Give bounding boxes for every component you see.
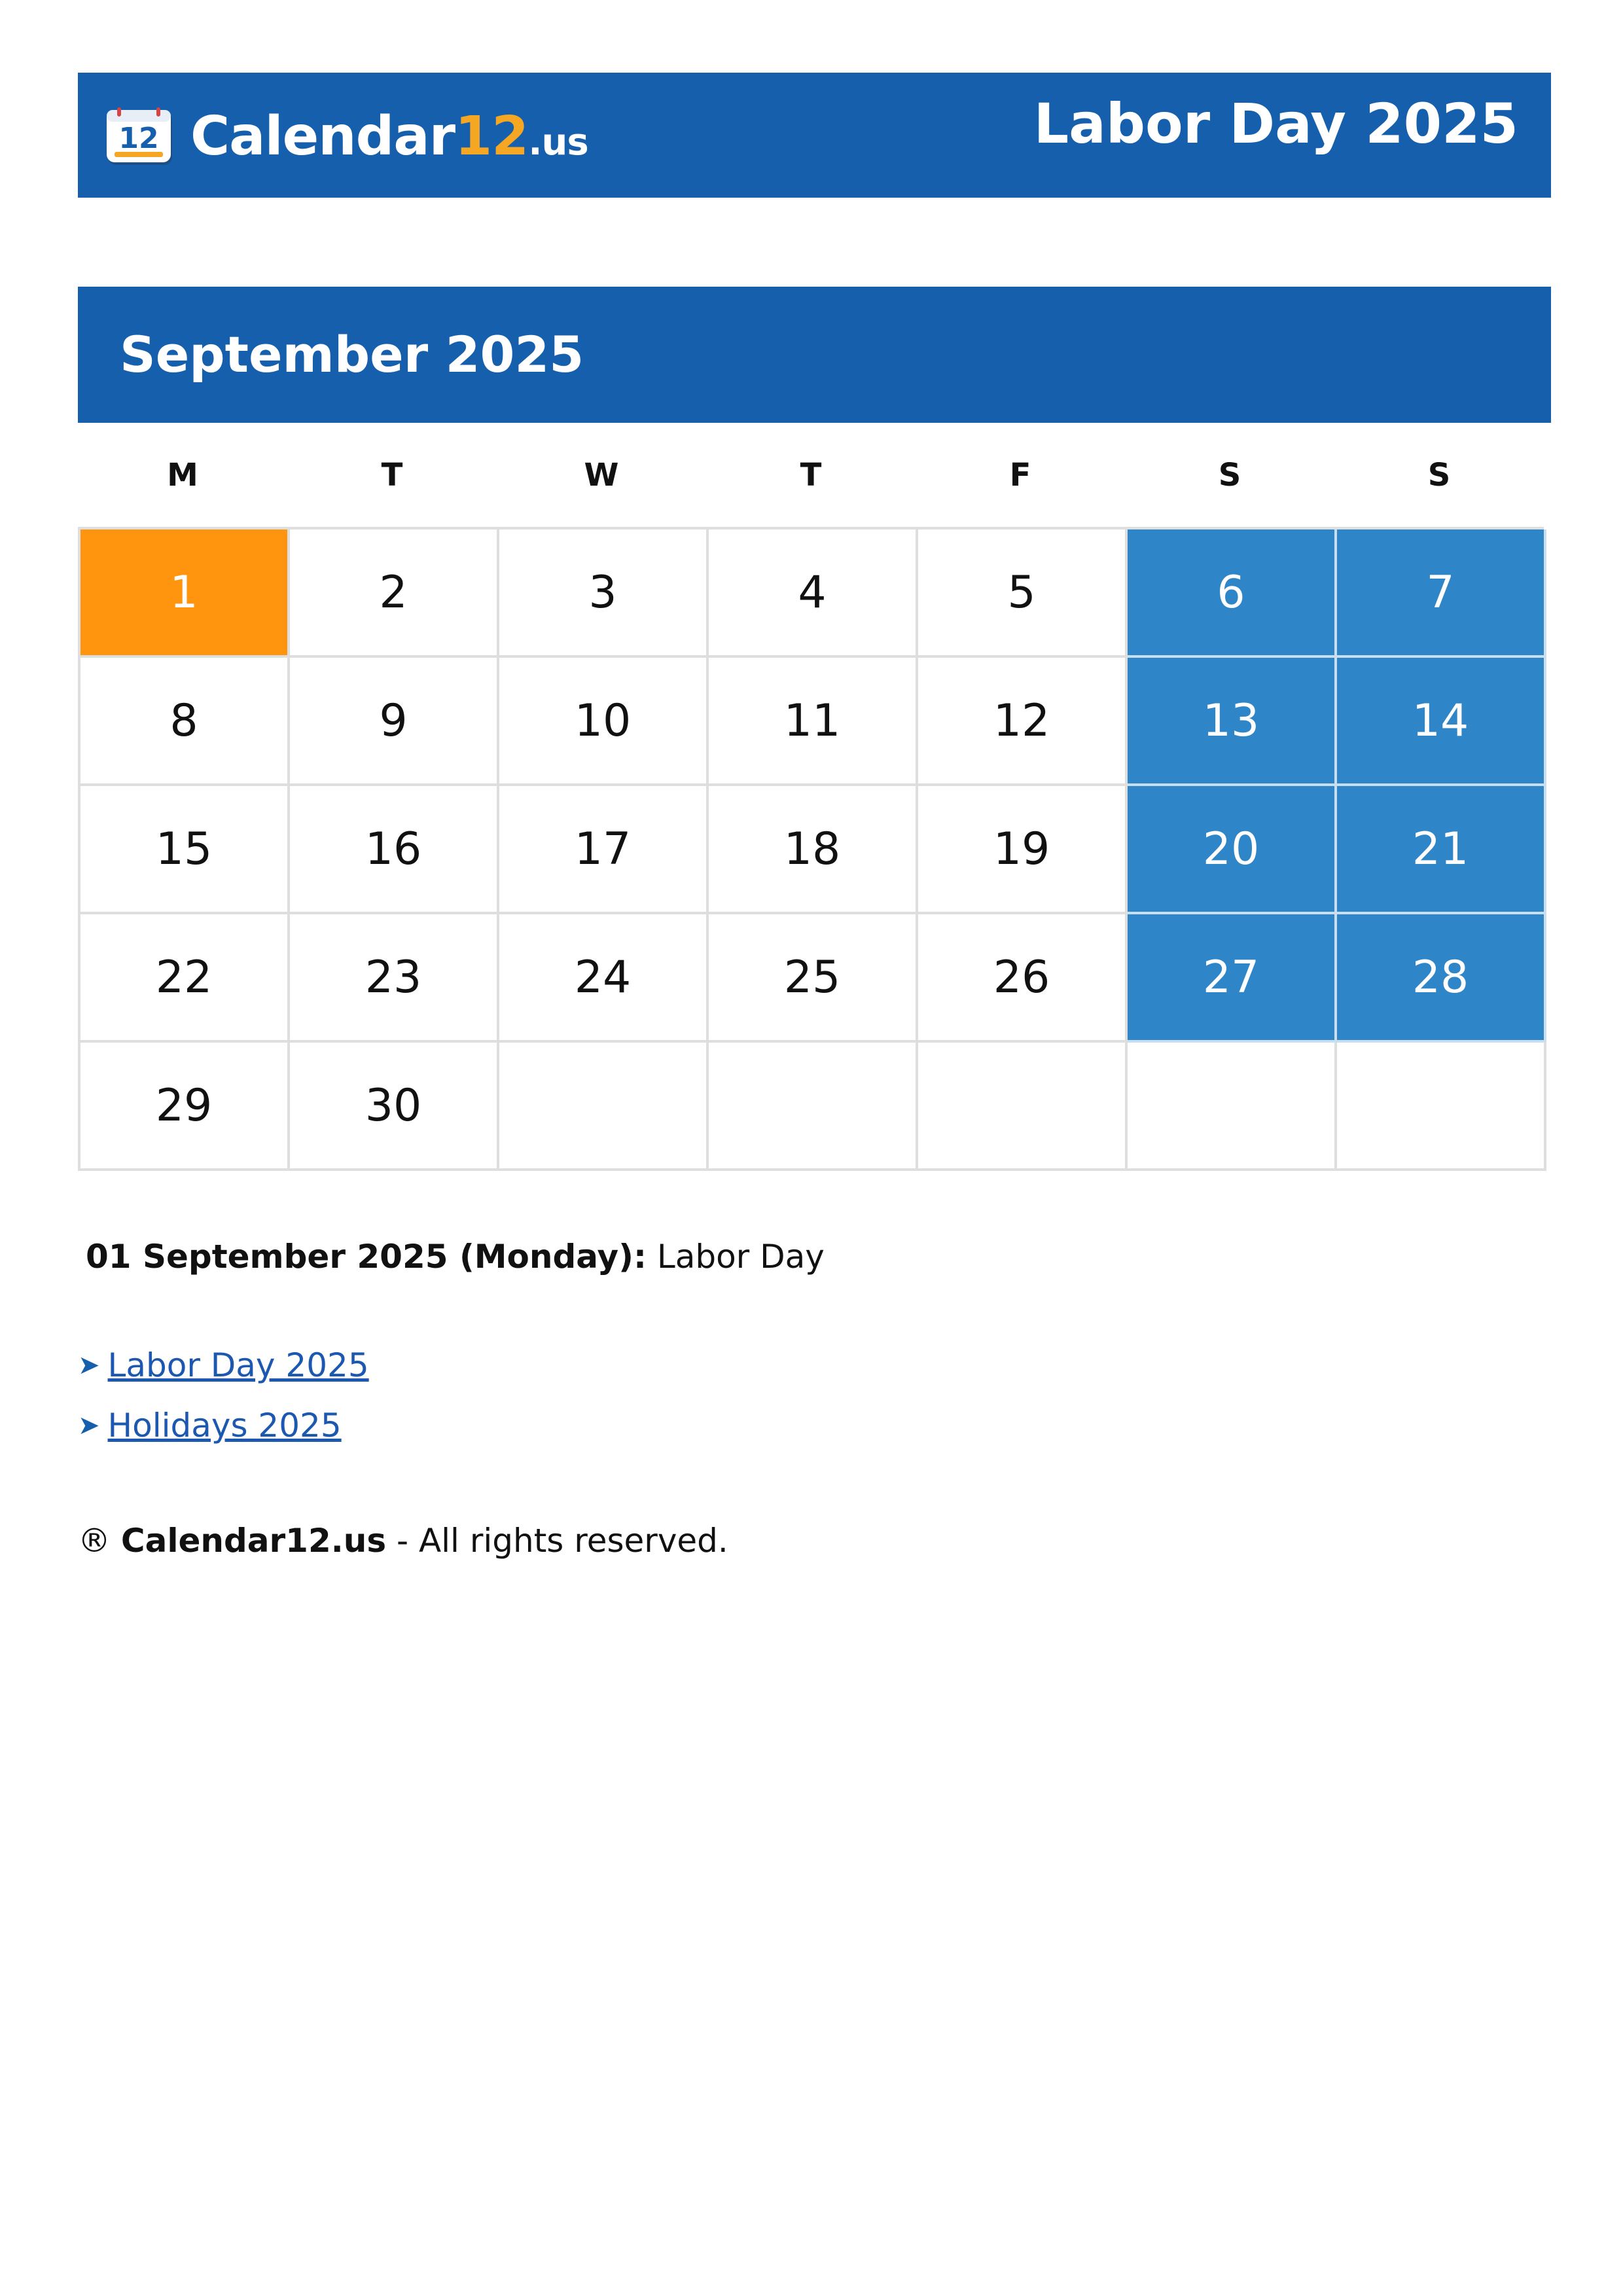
- month-title: September 2025: [120, 325, 584, 384]
- day-cell[interactable]: 28: [1337, 914, 1546, 1043]
- month-header: [78, 287, 1551, 423]
- arrow-right-icon: ➤: [78, 1410, 100, 1441]
- day-cell[interactable]: 10: [499, 658, 709, 786]
- calendar-grid: [78, 527, 1544, 1171]
- day-cell[interactable]: 18: [709, 786, 918, 914]
- weekday-label: T: [800, 457, 822, 493]
- logo-wordmark: [190, 105, 588, 168]
- empty-day-cell: [1128, 1043, 1337, 1171]
- day-cell[interactable]: 5: [918, 529, 1128, 658]
- site-logo[interactable]: [105, 105, 588, 168]
- day-cell[interactable]: 22: [80, 914, 290, 1043]
- day-cell[interactable]: 14: [1337, 658, 1546, 786]
- link-labor-day-2025[interactable]: Labor Day 2025: [107, 1346, 369, 1384]
- weekday-label: S: [1427, 457, 1451, 493]
- page-title: Labor Day 2025: [1033, 92, 1518, 156]
- day-cell[interactable]: 24: [499, 914, 709, 1043]
- footer-rights: - All rights reserved.: [386, 1522, 728, 1560]
- day-cell[interactable]: 19: [918, 786, 1128, 914]
- holiday-name: Labor Day: [656, 1238, 825, 1276]
- day-cell[interactable]: 15: [80, 786, 290, 914]
- empty-day-cell: [499, 1043, 709, 1171]
- day-cell[interactable]: 2: [290, 529, 499, 658]
- day-cell[interactable]: 16: [290, 786, 499, 914]
- day-cell[interactable]: 11: [709, 658, 918, 786]
- day-cell[interactable]: 4: [709, 529, 918, 658]
- link-item: [78, 1395, 369, 1456]
- weekday-label: M: [167, 457, 198, 493]
- day-cell[interactable]: 7: [1337, 529, 1546, 658]
- day-cell[interactable]: 3: [499, 529, 709, 658]
- empty-day-cell: [918, 1043, 1128, 1171]
- footer-brand: Calendar12.us: [120, 1522, 387, 1560]
- day-cell[interactable]: 26: [918, 914, 1128, 1043]
- link-holidays-2025[interactable]: Holidays 2025: [107, 1407, 342, 1444]
- day-cell[interactable]: 30: [290, 1043, 499, 1171]
- day-cell[interactable]: 25: [709, 914, 918, 1043]
- day-cell[interactable]: 23: [290, 914, 499, 1043]
- holiday-day-cell[interactable]: 1: [80, 529, 290, 658]
- link-item: [78, 1335, 369, 1395]
- day-cell[interactable]: 27: [1128, 914, 1337, 1043]
- registered-symbol: ®: [78, 1522, 111, 1560]
- site-header: [78, 73, 1551, 198]
- weekday-label: W: [584, 457, 619, 493]
- arrow-right-icon: ➤: [78, 1350, 100, 1380]
- weekday-label: T: [381, 457, 403, 493]
- calendar-icon-number: 12: [118, 122, 159, 155]
- weekday-label: S: [1218, 457, 1241, 493]
- related-links: [78, 1335, 369, 1456]
- day-cell[interactable]: 6: [1128, 529, 1337, 658]
- footer: [78, 1520, 728, 1562]
- empty-day-cell: [709, 1043, 918, 1171]
- empty-day-cell: [1337, 1043, 1546, 1171]
- weekday-header-row: [78, 452, 1544, 499]
- day-cell[interactable]: 13: [1128, 658, 1337, 786]
- day-cell[interactable]: 17: [499, 786, 709, 914]
- day-cell[interactable]: 21: [1337, 786, 1546, 914]
- day-cell[interactable]: 12: [918, 658, 1128, 786]
- weekday-label: F: [1009, 457, 1031, 493]
- logo-number: 12: [455, 105, 529, 168]
- day-cell[interactable]: 20: [1128, 786, 1337, 914]
- logo-name: Calendar: [190, 105, 455, 168]
- calendar-icon: [105, 107, 175, 166]
- day-cell[interactable]: 9: [290, 658, 499, 786]
- logo-tld: .us: [528, 121, 588, 164]
- holiday-date-label: 01 September 2025 (Monday):: [86, 1238, 647, 1276]
- day-cell[interactable]: 29: [80, 1043, 290, 1171]
- day-cell[interactable]: 8: [80, 658, 290, 786]
- holiday-note: [86, 1236, 825, 1278]
